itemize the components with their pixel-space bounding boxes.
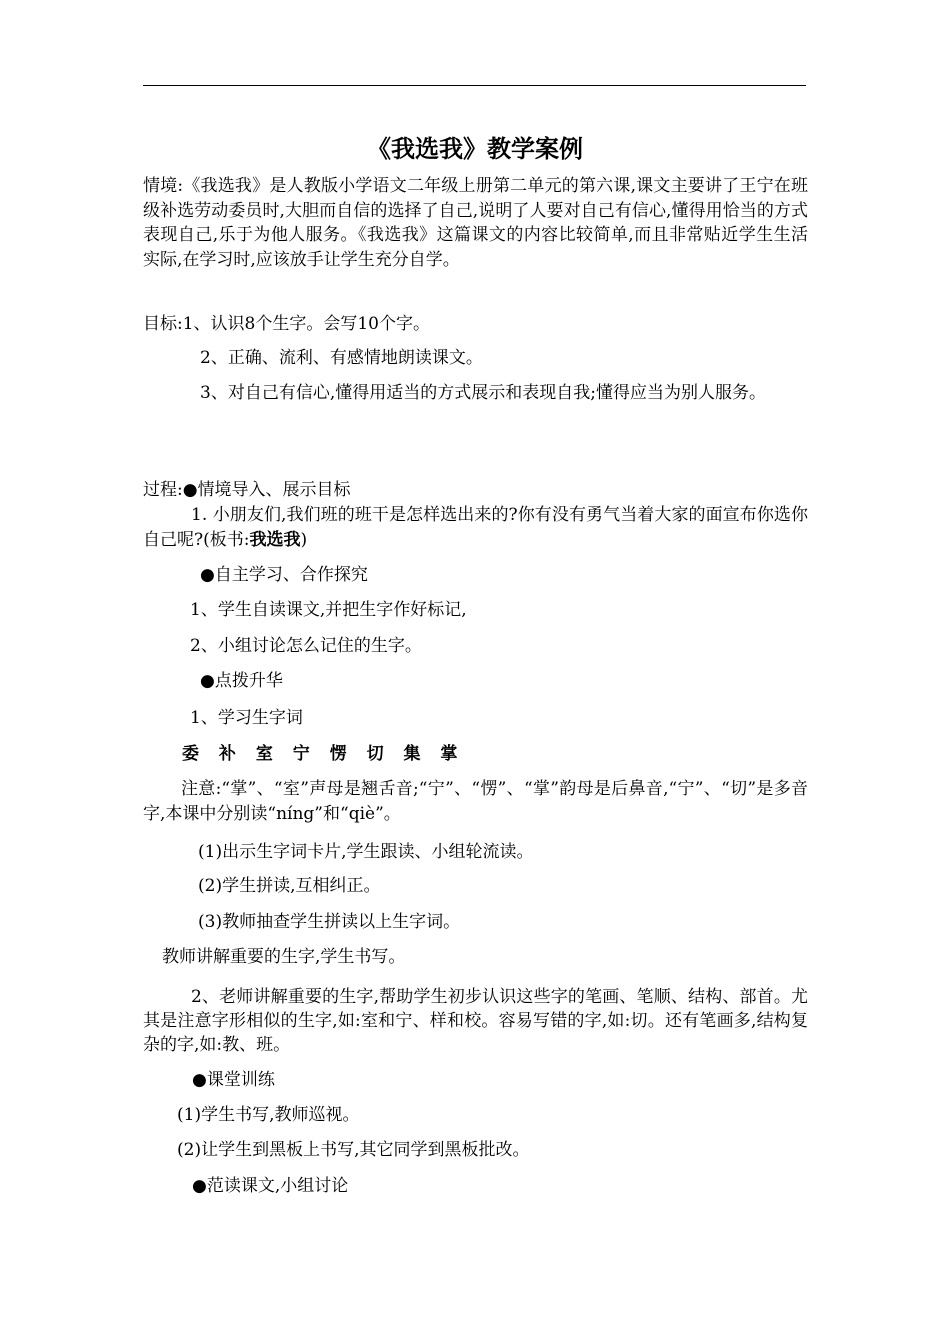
- process-question-text: 1. 小朋友们,我们班的班干是怎样选出来的?你有没有勇气当着大家的面宣布你选你自己呢?(板书:: [143, 505, 808, 550]
- process-section-guidance: ●点拨升华: [200, 671, 283, 691]
- process-step-read: 1、学生自读课文,并把生字作好标记,: [190, 600, 467, 620]
- goal-1: 目标:1、认识8个生字。会写10个字。: [143, 314, 430, 334]
- header-rule: [143, 85, 806, 86]
- practice-1: (1)学生书写,教师巡视。: [177, 1105, 360, 1125]
- blackboard-title: 我选我: [249, 529, 301, 550]
- process-section-practice: ●课堂训练: [192, 1070, 275, 1090]
- process-question: [143, 503, 808, 552]
- process-step-words: 1、学习生字词: [190, 708, 303, 728]
- teacher-explain-detail: 2、老师讲解重要的生字,帮助学生初步认识这些字的笔画、笔顺、结构、部首。尤其是注意字形相似的生字,如:室和宁、样和校。容易写错的字,如:切。还有笔画多,结构复杂的字,如:教、班。: [143, 987, 808, 1055]
- process-intro: 过程:●情境导入、展示目标: [143, 480, 351, 500]
- process-section-self-study: ●自主学习、合作探究: [200, 565, 368, 585]
- document-title: 《我选我》教学案例: [367, 135, 583, 163]
- goal-2: 2、正确、流利、有感情地朗读课文。: [200, 348, 483, 368]
- pronunciation-note: 注意:“掌”、“室”声母是翘舌音;“宁”、“愣”、“掌”韵母是后鼻音,“宁”、“切”是多音字,本课中分别读“níng”和“qiè”。: [143, 779, 808, 824]
- activity-2: (2)学生拼读,互相纠正。: [198, 876, 381, 896]
- process-question-close: ): [300, 529, 308, 550]
- situation-paragraph: 情境:《我选我》是人教版小学语文二年级上册第二单元的第六课,课文主要讲了王宁在班级补选劳动委员时,大胆而自信的选择了自己,说明了人要对自己有信心,懂得用恰当的方式表现自己,乐于为他人服务。《我选我》这篇课文的内容比较简单,而且非常贴近学生生活实际,在学习时,应该放手让学生充分自学。: [143, 176, 808, 270]
- goal-3: 3、对自己有信心,懂得用适当的方式展示和表现自我;懂得应当为别人服务。: [200, 383, 766, 403]
- process-step-discuss: 2、小组讨论怎么记住的生字。: [190, 636, 422, 656]
- process-section-reading: ●范读课文,小组讨论: [192, 1176, 349, 1196]
- activity-1: (1)出示生字词卡片,学生跟读、小组轮流读。: [198, 842, 534, 862]
- new-characters: 委 补 室 宁 愣 切 集 掌: [182, 744, 465, 764]
- teacher-explain: 教师讲解重要的生字,学生书写。: [162, 947, 406, 967]
- activity-3: (3)教师抽查学生拼读以上生字词。: [198, 912, 461, 932]
- practice-2: (2)让学生到黑板上书写,其它同学到黑板批改。: [177, 1140, 530, 1160]
